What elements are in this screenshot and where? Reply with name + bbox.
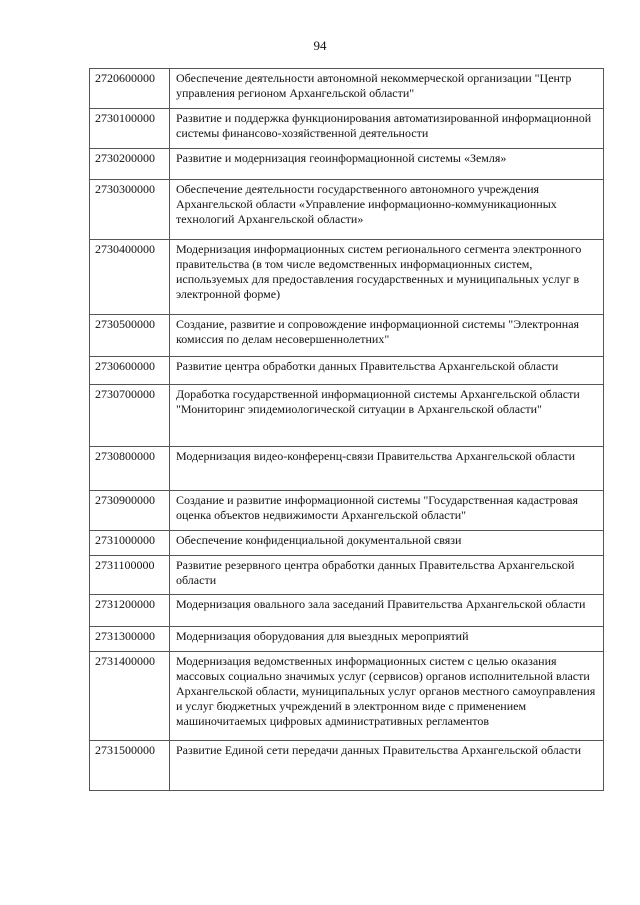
row-code: 2730400000 <box>90 240 170 315</box>
table-row <box>90 652 604 741</box>
row-code: 2731500000 <box>90 741 170 791</box>
row-description: Создание и развитие информационной системы "Государственная кадастровая оценка объектов недвижимости Архангельской области" <box>170 491 604 531</box>
table-row <box>90 109 604 149</box>
row-code: 2731300000 <box>90 627 170 652</box>
table-row <box>90 556 604 595</box>
row-description: Развитие и поддержка функционирования автоматизированной информационной системы финансово-хозяйственной деятельности <box>170 109 604 149</box>
row-code: 2720600000 <box>90 69 170 109</box>
row-description: Модернизация оборудования для выездных мероприятий <box>170 627 604 652</box>
row-code: 2731200000 <box>90 595 170 627</box>
row-code: 2730500000 <box>90 315 170 357</box>
table-row <box>90 491 604 531</box>
row-description: Модернизация ведомственных информационных систем с целью оказания массовых социально значимых услуг (сервисов) органов исполнительной власти Архангельской области, муниципальных услуг органов местного самоуправления и услуг бюджетных учреждений в электронном виде с применением машиночитаемых цифровых административных регламентов <box>170 652 604 741</box>
row-code: 2731000000 <box>90 531 170 556</box>
row-description: Обеспечение деятельности государственного автономного учреждения Архангельской области «Управление информационно-коммуникационных технологий Архангельской области» <box>170 180 604 240</box>
row-description: Модернизация видео-конференц-связи Правительства Архангельской области <box>170 447 604 491</box>
row-description: Модернизация информационных систем регионального сегмента электронного правительства (в том числе ведомственных информационных систем, используемых для предоставления государственных и муниципальных услуг в электронной форме) <box>170 240 604 315</box>
row-description: Модернизация овального зала заседаний Правительства Архангельской области <box>170 595 604 627</box>
table-row <box>90 595 604 627</box>
table-row <box>90 531 604 556</box>
row-code: 2730600000 <box>90 357 170 385</box>
row-description: Развитие и модернизация геоинформационной системы «Земля» <box>170 149 604 180</box>
row-code: 2730200000 <box>90 149 170 180</box>
row-description: Создание, развитие и сопровождение информационной системы "Электронная комиссия по делам несовершеннолетних" <box>170 315 604 357</box>
row-code: 2730700000 <box>90 385 170 447</box>
table-row <box>90 180 604 240</box>
row-description: Развитие резервного центра обработки данных Правительства Архангельской области <box>170 556 604 595</box>
row-code: 2730300000 <box>90 180 170 240</box>
row-code: 2730100000 <box>90 109 170 149</box>
row-code: 2731400000 <box>90 652 170 741</box>
table-row <box>90 385 604 447</box>
table-row <box>90 447 604 491</box>
row-description: Доработка государственной информационной системы Архангельской области "Мониторинг эпидемиологической ситуации в Архангельской области" <box>170 385 604 447</box>
table-row <box>90 149 604 180</box>
table-row <box>90 69 604 109</box>
budget-codes-table <box>89 68 604 791</box>
row-code: 2730800000 <box>90 447 170 491</box>
page-number: 94 <box>313 38 327 53</box>
row-code: 2731100000 <box>90 556 170 595</box>
row-description: Обеспечение конфиденциальной документальной связи <box>170 531 604 556</box>
table-row <box>90 741 604 791</box>
row-code: 2730900000 <box>90 491 170 531</box>
table-row <box>90 240 604 315</box>
table-row <box>90 627 604 652</box>
row-description: Развитие центра обработки данных Правительства Архангельской области <box>170 357 604 385</box>
table-row <box>90 315 604 357</box>
row-description: Обеспечение деятельности автономной некоммерческой организации "Центр управления регионом Архангельской области" <box>170 69 604 109</box>
row-description: Развитие Единой сети передачи данных Правительства Архангельской области <box>170 741 604 791</box>
table-row <box>90 357 604 385</box>
